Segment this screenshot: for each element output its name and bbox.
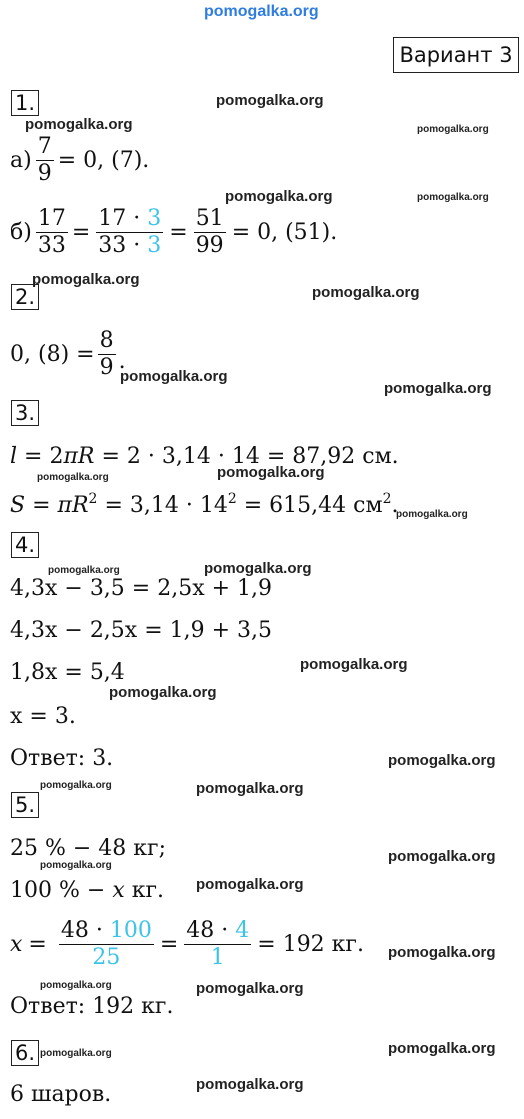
text: = 2 · 3,14 · 14 = 87,92 см.	[94, 444, 399, 469]
task3-circumference	[10, 444, 399, 470]
result: = 192 кг.	[257, 931, 364, 957]
watermark: pomogalka.org	[204, 560, 312, 577]
task-number-3: 3.	[11, 400, 39, 426]
numerator-part: 17 ·	[98, 206, 148, 231]
fraction-expanded	[96, 206, 163, 259]
variant-label: Вариант 3	[393, 37, 519, 73]
watermark: pomogalka.org	[40, 980, 112, 991]
watermark: pomogalka.org	[25, 116, 133, 133]
watermark: pomogalka.org	[37, 472, 109, 483]
watermark: pomogalka.org	[196, 1076, 304, 1093]
task-number-6: 6.	[11, 1040, 39, 1066]
watermark: pomogalka.org	[196, 876, 304, 893]
text: кг.	[124, 878, 164, 903]
numerator: 8	[99, 328, 114, 353]
watermark: pomogalka.org	[196, 780, 304, 797]
result-b: = 0, (51).	[231, 219, 338, 245]
equals-sign: =	[159, 931, 179, 957]
text: 100 % −	[10, 878, 113, 903]
watermark: pomogalka.org	[396, 509, 468, 520]
highlight: 4	[235, 918, 250, 943]
var-l: l	[10, 444, 18, 469]
watermark: pomogalka.org	[48, 565, 120, 576]
task5-calc	[10, 918, 364, 971]
fraction-51-99	[194, 206, 226, 259]
watermark-top[interactable]: pomogalka.org	[204, 3, 319, 20]
task5-line2	[10, 878, 164, 904]
text: =	[25, 493, 58, 518]
watermark: pomogalka.org	[120, 368, 228, 385]
numerator: 7	[37, 134, 52, 159]
result-a: = 0, (7).	[57, 147, 150, 173]
denominator: 33	[37, 233, 66, 258]
task5-answer: Ответ: 192 кг.	[10, 994, 174, 1019]
denominator	[96, 233, 163, 259]
watermark: pomogalka.org	[388, 848, 496, 865]
fraction-48x100-25	[59, 918, 154, 971]
decimal-lhs: 0, (8) =	[10, 341, 95, 367]
denominator: 25	[92, 945, 121, 970]
numerator	[96, 206, 163, 233]
task-number-2: 2.	[11, 284, 39, 310]
text: = 615,44 см	[236, 493, 383, 518]
watermark: pomogalka.org	[300, 656, 408, 673]
var-s: S	[10, 493, 26, 518]
watermark: pomogalka.org	[417, 124, 489, 135]
var-x: x	[10, 931, 23, 957]
numerator: 51	[195, 206, 224, 231]
watermark: pomogalka.org	[417, 192, 489, 203]
task-number-4: 4.	[11, 532, 39, 558]
watermark: pomogalka.org	[384, 380, 492, 397]
denominator-part: 33 ·	[98, 233, 148, 258]
fraction-7-9	[36, 134, 54, 187]
task2-line	[10, 328, 126, 381]
task4-line1: 4,3x − 3,5 = 2,5x + 1,9	[10, 576, 273, 601]
watermark: pomogalka.org	[40, 860, 112, 871]
watermark: pomogalka.org	[388, 944, 496, 961]
numerator-part: 48 ·	[186, 918, 236, 943]
task4-line2: 4,3x − 2,5x = 1,9 + 3,5	[10, 618, 273, 643]
label-a: а)	[10, 147, 32, 173]
multiplier-highlight: 3	[147, 233, 162, 258]
task-number-5: 5.	[11, 792, 39, 818]
task4-answer: Ответ: 3.	[10, 746, 114, 771]
multiplier-highlight: 3	[147, 206, 162, 231]
fraction-17-33	[36, 206, 68, 259]
period: .	[118, 348, 126, 374]
text: = 2	[17, 444, 64, 469]
pi-r: πR	[63, 444, 95, 469]
numerator	[184, 918, 251, 945]
numerator-part: 48 ·	[60, 918, 110, 943]
task3-area	[10, 486, 399, 519]
fraction-8-9	[98, 328, 116, 381]
task4-line4: x = 3.	[10, 704, 76, 729]
denominator: 9	[99, 355, 114, 380]
text: = 3,14 · 14	[97, 493, 228, 518]
var-x: x	[112, 878, 125, 903]
label-b: б)	[10, 219, 32, 245]
equals-sign: =	[28, 931, 47, 957]
task-number-1: 1.	[11, 90, 39, 116]
exponent: 2	[382, 491, 392, 507]
watermark: pomogalka.org	[388, 1040, 496, 1057]
task1-line-b	[10, 206, 337, 259]
exponent: 2	[88, 491, 98, 507]
watermark: pomogalka.org	[196, 980, 304, 997]
watermark: pomogalka.org	[217, 464, 325, 481]
watermark: pomogalka.org	[32, 271, 140, 288]
watermark: pomogalka.org	[109, 684, 217, 701]
watermark: pomogalka.org	[225, 188, 333, 205]
equals-sign: =	[71, 219, 91, 245]
period: .	[391, 493, 399, 518]
denominator: 1	[210, 945, 225, 970]
watermark: pomogalka.org	[40, 1048, 112, 1059]
equals-sign: =	[169, 219, 188, 245]
highlight: 100	[109, 918, 152, 943]
numerator	[59, 918, 154, 945]
task6-line1: 6 шаров.	[10, 1082, 112, 1107]
watermark: pomogalka.org	[40, 780, 112, 791]
pi-r: πR	[57, 493, 89, 518]
denominator: 99	[195, 233, 224, 258]
watermark: pomogalka.org	[216, 92, 324, 109]
numerator: 17	[37, 206, 66, 231]
exponent: 2	[227, 491, 237, 507]
task1-line-a	[10, 134, 149, 187]
task5-line1: 25 % − 48 кг;	[10, 836, 166, 861]
watermark: pomogalka.org	[312, 284, 420, 301]
watermark: pomogalka.org	[388, 752, 496, 769]
fraction-48x4-1	[184, 918, 251, 971]
denominator: 9	[37, 161, 52, 186]
task4-line3: 1,8x = 5,4	[10, 660, 125, 685]
